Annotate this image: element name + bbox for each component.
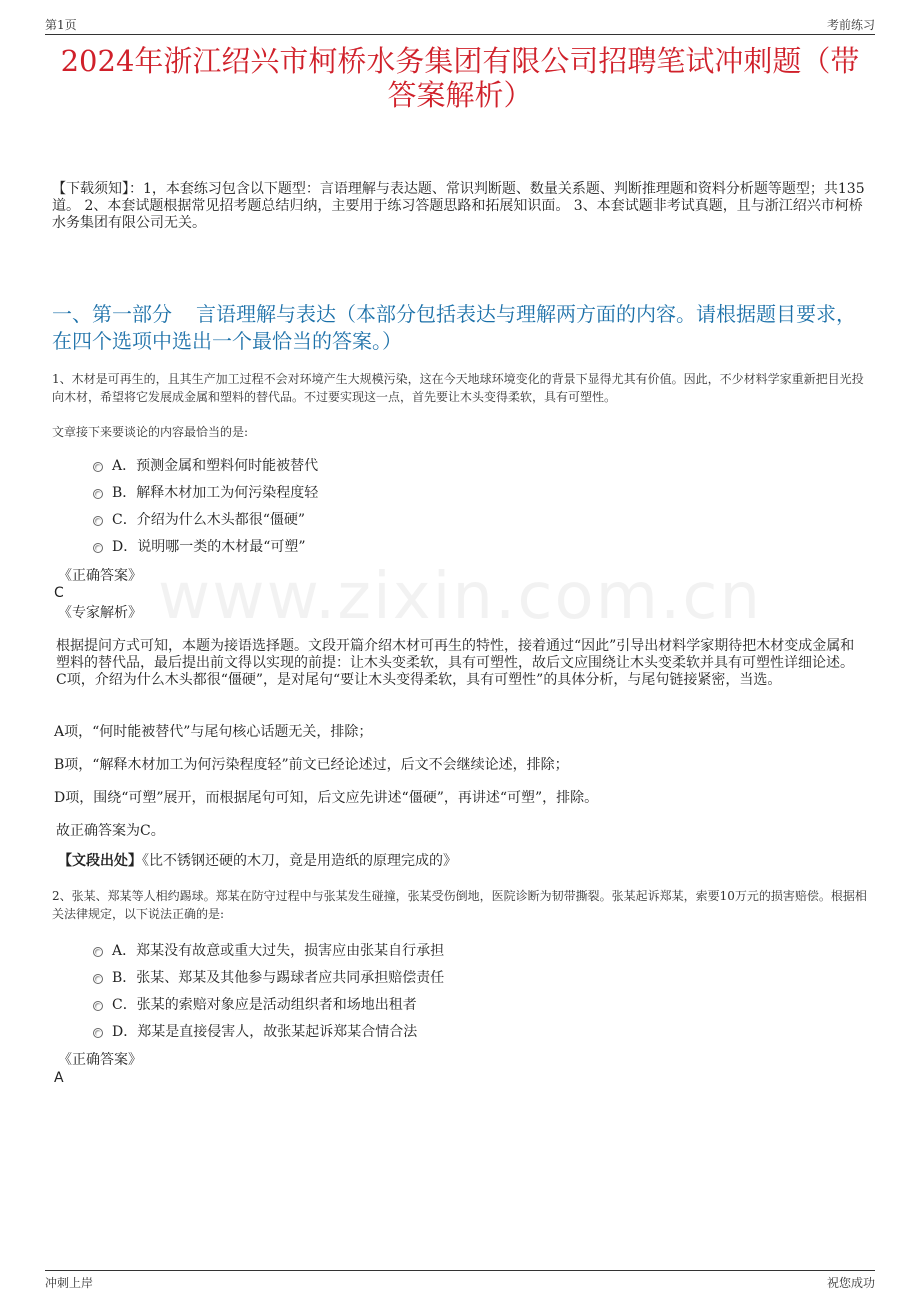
q1-answer-label: 《正确答案》	[58, 568, 142, 584]
section-heading	[52, 301, 868, 355]
option-label: B．张某、郑某及其他参与踢球者应共同承担赔偿责任	[112, 970, 445, 986]
notice-label: 【下载须知】	[52, 181, 129, 197]
page-number: 第1页	[45, 18, 77, 32]
question-1-text: 1、木材是可再生的，且其生产加工过程不会对环境产生大规模污染，这在今天地球环境变化的背景下显得尤其有价值。因此，不少材料学家重新把目光投向木材，希望将它发展成金属和塑料的替代品。不过要实现这一点，首先要让木头变得柔软，具有可塑性。	[52, 372, 864, 404]
footer-left: 冲刺上岸	[45, 1276, 94, 1290]
page-footer	[45, 1270, 875, 1293]
page-header	[45, 14, 875, 35]
radio-icon[interactable]	[93, 947, 103, 957]
q1-analysis-a: A项，“何时能被替代”与尾句核心话题无关，排除；	[54, 724, 373, 740]
q1-option-c[interactable]	[93, 511, 305, 529]
q2-option-d[interactable]	[93, 1023, 417, 1041]
option-label: C．介绍为什么木头都很“僵硬”	[112, 512, 306, 528]
q1-analysis-d: D项，围绕“可塑”展开，而根据尾句可知，后文应先讲述“僵硬”，再讲述“可塑”，排除。	[54, 790, 599, 806]
option-label: B．解释木材加工为何污染程度轻	[112, 485, 319, 501]
q2-option-c[interactable]	[93, 996, 417, 1014]
option-label: A．预测金属和塑料何时能被替代	[112, 458, 319, 474]
q1-analysis-label: 《专家解析》	[58, 605, 142, 621]
q2-option-a[interactable]	[93, 942, 444, 960]
watermark: www.zixin.com.cn	[157, 560, 763, 634]
q1-answer: C	[54, 585, 64, 601]
q2-answer-label: 《正确答案》	[58, 1052, 142, 1068]
section-text: 言语理解与表达（本部分包括表达与理解两方面的内容。请根据题目要求，在四个选项中选出一个最恰当的答案。）	[52, 302, 856, 353]
q2-answer: A	[54, 1070, 64, 1086]
option-label: D．说明哪一类的木材最“可塑”	[112, 539, 306, 555]
source-text: 《比不锈钢还硬的木刀，竟是用造纸的原理完成的》	[142, 853, 457, 869]
document-title: 2024年浙江绍兴市柯桥水务集团有限公司招聘笔试冲刺题（带答案解析）	[60, 44, 860, 112]
radio-icon[interactable]	[93, 462, 103, 472]
q1-option-b[interactable]	[93, 484, 318, 502]
q1-analysis-conclusion: 故正确答案为C。	[56, 823, 165, 839]
download-notice	[52, 181, 870, 232]
option-label: C．张某的索赔对象应是活动组织者和场地出租者	[112, 997, 417, 1013]
q1-analysis-main: 根据提问方式可知，本题为接语选择题。文段开篇介绍木材可再生的特性，接着通过“因此”引导出材料学家期待把木材变成金属和塑料的替代品，最后提出前文得以实现的前提：让木头变柔软，具有可塑性，故后文应围绕让木头变柔软并具有可塑性详细论述。C项，介绍为什么木头都很“僵硬”，是对尾句“要让木头变得柔软，具有可塑性”的具体分析，与尾句链接紧密，当选。	[56, 638, 855, 688]
notice-text: ：1，本套练习包含以下题型：言语理解与表达题、常识判断题、数量关系题、判断推理题和资料分析题等题型；共135道。 2、本套试题根据常见招考题总结归纳，主要用于练习答题思路和拓展知识面。 3、本套试题非考试真题，且与浙江绍兴市柯桥水务集团有限公司无关。	[52, 181, 865, 231]
q1-option-a[interactable]	[93, 457, 318, 475]
q2-option-b[interactable]	[93, 969, 444, 987]
question-2-text: 2、张某、郑某等人相约踢球。郑某在防守过程中与张某发生碰撞，张某受伤倒地，医院诊断为韧带撕裂。张某起诉郑某，索要10万元的损害赔偿。根据相关法律规定，以下说法正确的是:	[52, 889, 867, 921]
source-label: 【文段出处】	[58, 853, 142, 869]
section-prefix: 一、第一部分	[52, 302, 172, 326]
radio-icon[interactable]	[93, 489, 103, 499]
footer-right: 祝您成功	[826, 1276, 875, 1290]
q1-option-d[interactable]	[93, 538, 306, 556]
radio-icon[interactable]	[93, 516, 103, 526]
option-label: A．郑某没有故意或重大过失，损害应由张某自行承担	[112, 943, 445, 959]
q1-source	[58, 853, 870, 870]
radio-icon[interactable]	[93, 543, 103, 553]
radio-icon[interactable]	[93, 1028, 103, 1038]
radio-icon[interactable]	[93, 974, 103, 984]
question-1-stem: 文章接下来要谈论的内容最恰当的是:	[52, 425, 249, 439]
header-tag: 考前练习	[826, 18, 875, 32]
radio-icon[interactable]	[93, 1001, 103, 1011]
q1-analysis-b: B项，“解释木材加工为何污染程度轻”前文已经论述过，后文不会继续论述，排除；	[54, 757, 569, 773]
option-label: D．郑某是直接侵害人，故张某起诉郑某合情合法	[112, 1024, 418, 1040]
